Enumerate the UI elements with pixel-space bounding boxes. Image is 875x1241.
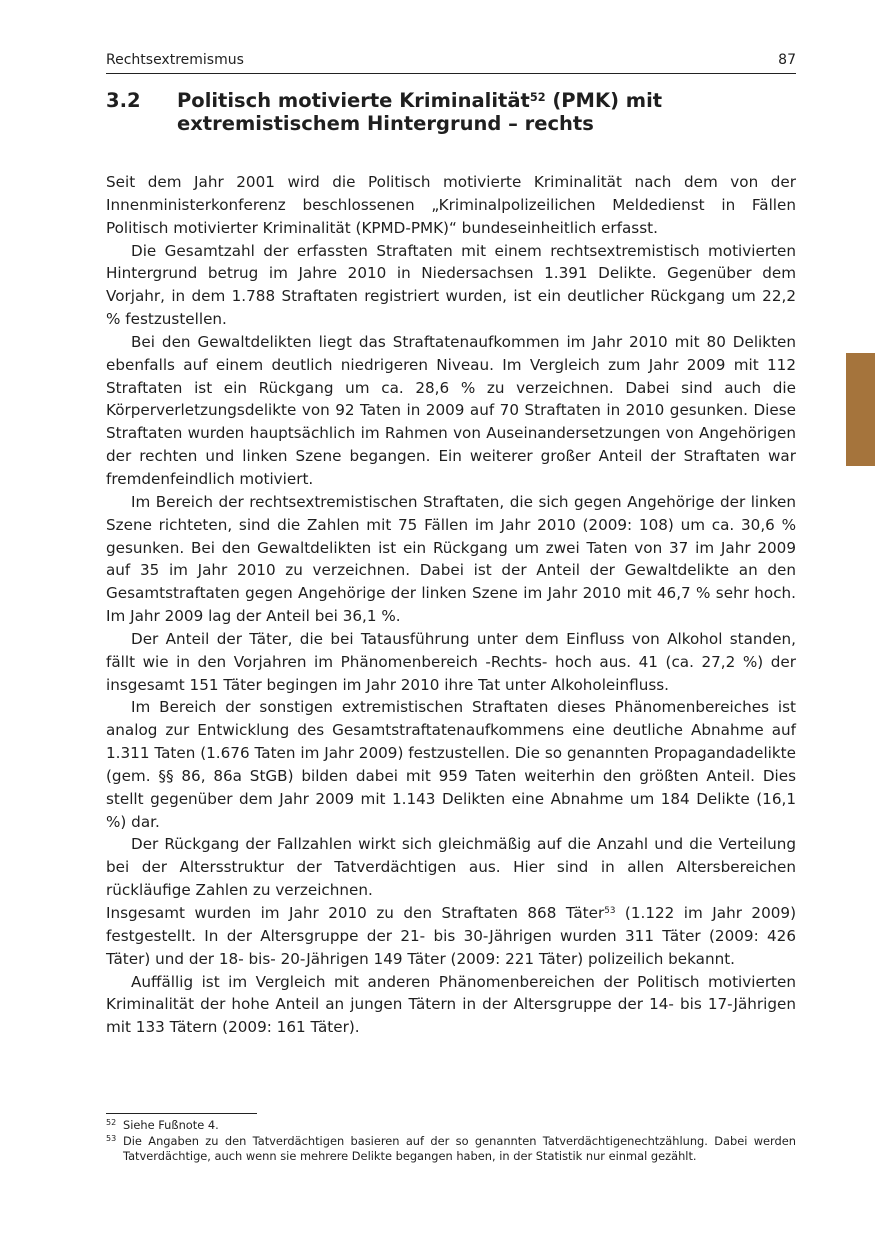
footnote-mark: 52 [106, 1118, 117, 1127]
paragraph-intro: Seit dem Jahr 2001 wird die Politisch motivierte Kriminalität nach dem von der Innenministerkonferenz beschlossenen „Kriminalpolizeilichen Meldedienst in Fällen Politisch motivierter Kriminalität (KPMD-PMK)“ bundeseinheitlich erfasst. [106, 173, 796, 237]
paragraph-suspects [106, 902, 796, 971]
paragraph-violent-crimes: Bei den Gewaltdelikten liegt das Straftatenaufkommen im Jahr 2010 mit 80 Delikten ebenfalls auf einem deutlich niedrigeren Niveau. Im Vergleich zum Jahr 2009 mit 112 Straftaten ist ein Rückgang um ca. 28,6 % zu verzeichnen. Dabei sind auch die Körperverletzungsdelikte von 92 Taten in 2009 auf 70 Straftaten in 2010 gesunken. Diese Straftaten wurden hauptsächlich im Rahmen von Auseinandersetzungen von Angehörigen der rechten und linken Szene begangen. Ein weiterer großer Anteil der Straftaten war fremdenfeindlich motiviert. [106, 332, 796, 488]
paragraph-total-offenses: Die Gesamtzahl der erfassten Straftaten mit einem rechtsextremistisch motivierten Hintergrund betrug im Jahre 2010 in Niedersachsen 1.391 Delikte. Gegenüber dem Vorjahr, in dem 1.788 Straftaten registriert wurden, ist ein deutlicher Rückgang um 22,2 % festzustellen. [106, 241, 796, 329]
running-header-title: Rechtsextremismus [106, 52, 244, 68]
running-header [106, 51, 796, 74]
section-title-part2: (PMK) mit [545, 89, 663, 112]
footnote-mark: 53 [106, 1133, 117, 1143]
footnote-text: Siehe Fußnote 4. [123, 1118, 219, 1132]
chapter-thumb-tab [846, 353, 875, 466]
paragraph-young-offenders: Auffällig ist im Vergleich mit anderen Phänomenbereichen der Politisch motivierten Kriminalität der hohe Anteil an jungen Tätern in der Altersgruppe der 14- bis 17-Jährigen mit 133 Tätern (2009: 161 Täter). [106, 972, 796, 1037]
footnote-53 [106, 1134, 796, 1165]
paragraph-alcohol: Der Anteil der Täter, die bei Tatausführung unter dem Einfluss von Alkohol standen, fällt wie in den Vorjahren im Phänomenbereich -Rechts- hoch aus. 41 (ca. 27,2 %) der insgesamt 151 Täter begingen im Jahr 2010 ihre Tat unter Alkoholeinfluss. [106, 629, 796, 694]
paragraph-left-scene: Im Bereich der rechtsextremistischen Straftaten, die sich gegen Angehörige der linken Szene richteten, sind die Zahlen mit 75 Fällen im Jahr 2010 (2009: 108) um ca. 30,6 % gesunken. Bei den Gewaltdelikten ist ein Rückgang um zwei Taten von 37 im Jahr 2009 auf 35 im Jahr 2010 zu verzeichnen. Dabei ist der Anteil der Gewaltdelikte an den Gesamtstraftaten gegen Angehörige der linken Szene im Jahr 2010 mit 46,7 % sehr hoch. Im Jahr 2009 lag der Anteil bei 36,1 %. [106, 492, 796, 626]
paragraph-suspects-part1: Insgesamt wurden im Jahr 2010 zu den Straftaten 868 Täter [106, 904, 605, 922]
footnote-ref-52[interactable]: 52 [529, 90, 546, 104]
section-title [177, 89, 737, 135]
section-title-part1: Politisch motivierte Kriminalität [177, 89, 530, 112]
footnote-52 [106, 1118, 796, 1134]
footnotes [106, 1118, 796, 1165]
paragraph-other-offenses: Im Bereich der sonstigen extremistischen Straftaten dieses Phänomenbereiches ist analog zur Entwicklung des Gesamtstraftatenaufkommens eine deutliche Abnahme auf 1.311 Taten (1.676 Taten im Jahr 2009) festzustellen. Die so genannten Propagandadelikte (gem. §§ 86, 86a StGB) bilden dabei mit 959 Taten weiterhin den größten Anteil. Dies stellt gegenüber dem Jahr 2009 mit 1.143 Delikten eine Abnahme um 184 Delikte (16,1 %) dar. [106, 698, 796, 831]
footnote-divider [106, 1113, 257, 1114]
page-number: 87 [778, 52, 796, 68]
footnote-ref-53[interactable]: 53 [604, 906, 616, 917]
section-title-line2: extremistischem Hintergrund – rechts [177, 112, 594, 135]
body-text [106, 171, 796, 1039]
footnote-text: Die Angaben zu den Tatverdächtigen basieren auf der so genannten Tatverdächtigenechtzählung. Dabei werden Tatverdächtige, auch wenn sie mehrere Delikte begangen haben, in der Statistik nur einmal gezählt. [123, 1133, 796, 1163]
section-number: 3.2 [106, 89, 141, 112]
paragraph-suspects-part2: (1.122 im Jahr 2009) festgestellt. In der Altersgruppe der 21- bis 30-Jährigen wurden 311 Täter (2009: 426 Täter) und der 18- bis- 20-Jährigen 149 Täter (2009: 221 Täter) polizeilich bekannt. [106, 904, 796, 968]
paragraph-age-structure: Der Rückgang der Fallzahlen wirkt sich gleichmäßig auf die Anzahl und die Verteilung bei der Altersstruktur der Tatverdächtigen aus. Hier sind in allen Altersbereichen rückläufige Zahlen zu verzeichnen. [106, 835, 796, 900]
